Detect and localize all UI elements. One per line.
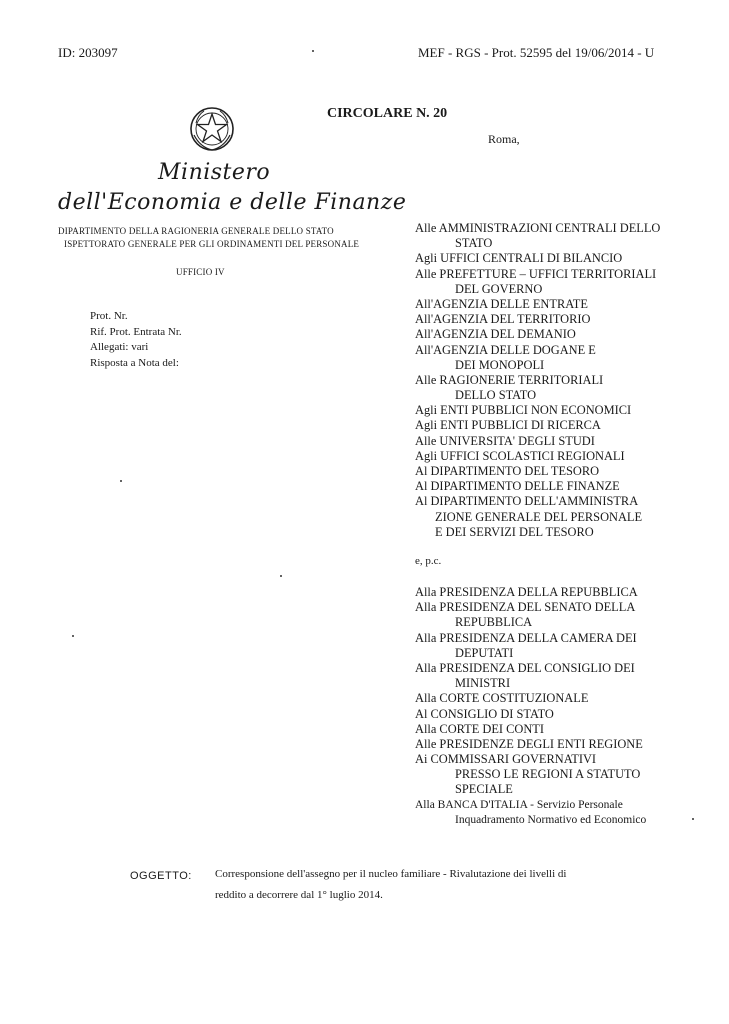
recipient: Al DIPARTIMENTO DELL'AMMINISTRA [415,494,639,509]
document-id: ID: 203097 [58,45,118,60]
department-name: DIPARTIMENTO DELLA RAGIONERIA GENERALE DELLO STATO [58,226,334,236]
recipient: Alle PREFETTURE – UFFICI TERRITORIALI [415,266,657,281]
cc-recipients-list [415,585,646,828]
office-name: UFFICIO IV [176,267,225,277]
recipient: All'AGENZIA DELLE ENTRATE [415,296,588,311]
cc-recipient: Alla PRESIDENZA DEL SENATO DELLA [415,600,636,615]
place: Roma, [488,132,520,146]
cc-recipient: PRESSO LE REGIONI A STATUTO [455,767,641,782]
inspectorate-name: ISPETTORATO GENERALE PER GLI ORDINAMENTI DEL PERSONALE [64,239,360,249]
recipient: DEI MONOPOLI [455,357,545,372]
recipient: E DEI SERVIZI DEL TESORO [435,524,594,539]
recipient: Agli ENTI PUBBLICI NON ECONOMICI [415,403,632,418]
cc-recipient: Alla PRESIDENZA DELLA CAMERA DEI [415,630,637,645]
recipient: DEL GOVERNO [455,281,543,296]
recipient: Alle RAGIONERIE TERRITORIALI [415,372,604,387]
recipient: Agli UFFICI CENTRALI DI BILANCIO [415,251,623,266]
cc-recipient: REPUBBLICA [455,615,533,630]
prot-number: Prot. Nr. [90,310,128,322]
rif-prot: Rif. Prot. Entrata Nr. [90,325,182,338]
recipient: Alle AMMINISTRAZIONI CENTRALI DELLO [415,221,661,235]
cc-recipient: Alla PRESIDENZA DEL CONSIGLIO DEI [415,660,635,675]
cc-recipient: Alla BANCA D'ITALIA - Servizio Personale [415,798,623,811]
ministry-line1: Ministero [158,160,271,185]
recipients-list [415,221,660,540]
subject-line1: Corresponsione dell'assegno per il nucleo familiare - Rivalutazione dei livelli di [215,868,567,880]
recipient: All'AGENZIA DEL TERRITORIO [415,312,591,327]
risposta-nota: Risposta a Nota del: [90,356,179,369]
subject-label: OGGETTO: [130,870,192,882]
cc-label: e, p.c. [415,555,442,567]
recipient: Alle UNIVERSITA' DEGLI STUDI [415,433,595,448]
circolare-number: CIRCOLARE N. 20 [327,106,448,121]
recipient: Al DIPARTIMENTO DELLE FINANZE [415,479,620,494]
recipient: Al DIPARTIMENTO DEL TESORO [415,464,600,478]
ministry-line2: dell'Economia e delle Finanze [58,190,407,215]
recipient: STATO [455,236,493,251]
cc-recipient: MINISTRI [455,676,511,691]
recipient: All'AGENZIA DEL DEMANIO [415,327,576,342]
recipient: Agli ENTI PUBBLICI DI RICERCA [415,418,601,433]
protocol-stamp: MEF - RGS - Prot. 52595 del 19/06/2014 - U [418,45,655,60]
italian-republic-emblem-icon [188,105,236,153]
cc-recipient: Inquadramento Normativo ed Economico [455,813,647,826]
cc-recipient: Alla PRESIDENZA DELLA REPUBBLICA [415,585,638,599]
cc-recipient: Alle PRESIDENZE DEGLI ENTI REGIONE [415,736,643,751]
cc-recipient: Al CONSIGLIO DI STATO [415,706,554,721]
recipient: Agli UFFICI SCOLASTICI REGIONALI [415,448,625,463]
subject-line2: reddito a decorrere dal 1° luglio 2014. [215,889,383,901]
cc-recipient: SPECIALE [455,782,513,797]
cc-recipient: Ai COMMISSARI GOVERNATIVI [415,752,597,767]
protocol-meta [90,309,182,371]
cc-recipient: Alla CORTE DEI CONTI [415,721,544,736]
cc-recipient: Alla CORTE COSTITUZIONALE [415,691,589,706]
recipient: DELLO STATO [455,388,537,403]
cc-recipient: DEPUTATI [455,645,514,660]
allegati: Allegati: vari [90,341,149,354]
recipient: All'AGENZIA DELLE DOGANE E [415,342,596,357]
recipient: ZIONE GENERALE DEL PERSONALE [435,509,643,524]
